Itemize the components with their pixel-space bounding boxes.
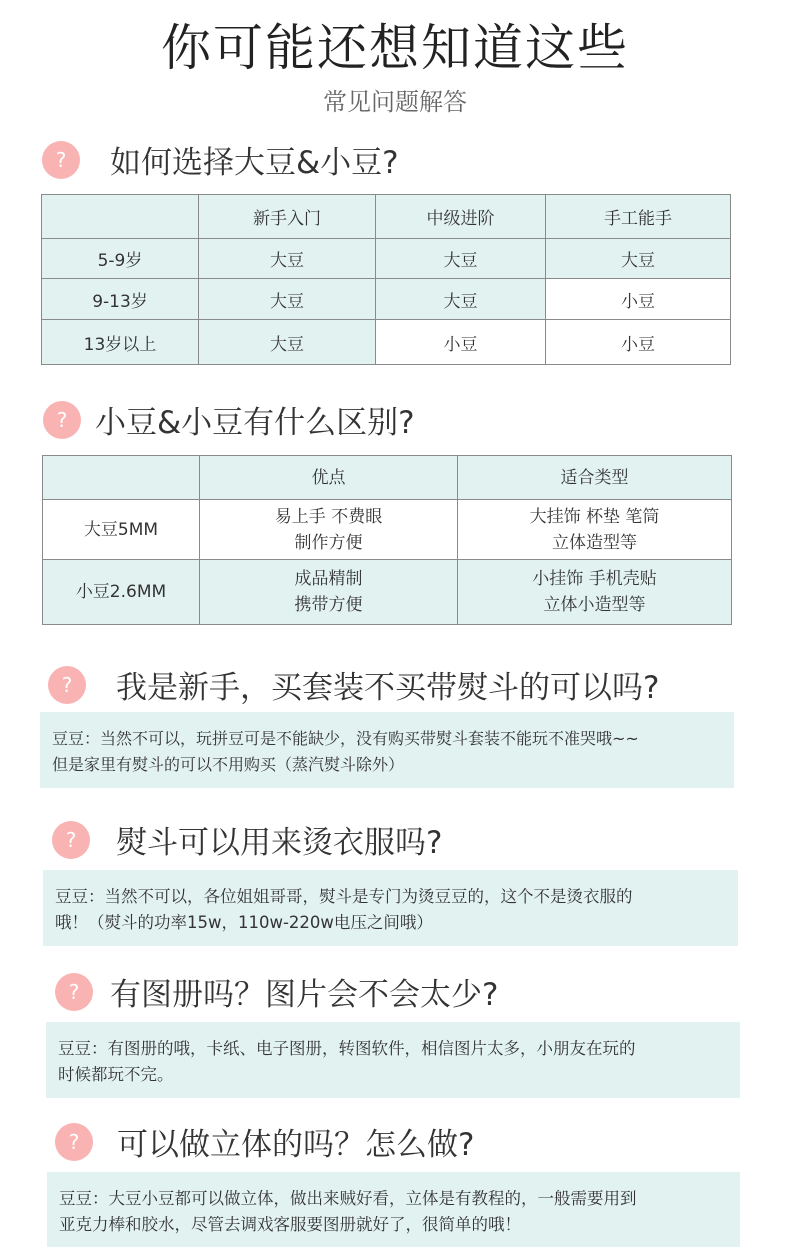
table-cell: 大豆: [376, 279, 546, 320]
question-mark-icon: ?: [55, 1123, 93, 1161]
answer-line: 哦！（熨斗的功率15w，110w-220w电压之间哦）: [55, 913, 433, 932]
table-cell: 小豆: [546, 320, 731, 365]
faq-question-5: [55, 969, 498, 1014]
table-cell: [200, 560, 458, 625]
table-header-row: [42, 195, 731, 239]
question-text: 小豆&小豆有什么区别?: [95, 405, 415, 441]
table-cell: [42, 195, 199, 239]
answer-line: 豆豆：当然不可以，玩拼豆可是不能缺少，没有购买带熨斗套装不能玩不准哭哦~~: [52, 729, 639, 748]
page-subtitle: 常见问题解答: [323, 88, 467, 116]
table-cell: 大豆: [199, 279, 376, 320]
answer-line: 豆豆：大豆小豆都可以做立体，做出来贼好看，立体是有教程的，一般需要用到: [59, 1189, 637, 1208]
question-mark-icon: ?: [48, 666, 86, 704]
table-cell: 小豆: [376, 320, 546, 365]
faq-answer-4: [43, 870, 738, 946]
table-row: [42, 239, 731, 279]
table-header-beginner: 新手入门: [199, 195, 376, 239]
question-mark-icon: ?: [42, 141, 80, 179]
question-mark-icon: ?: [52, 821, 90, 859]
table-header-row: [43, 456, 732, 500]
question-text: 如何选择大豆&小豆?: [110, 145, 399, 181]
question-text: 有图册吗？图片会不会太少?: [110, 977, 499, 1013]
cell-line: 成品精制: [294, 569, 363, 589]
answer-line: 豆豆：有图册的哦，卡纸、电子图册，转图软件，相信图片太多，小朋友在玩的: [58, 1039, 636, 1058]
table-header-advantages: 优点: [200, 456, 458, 500]
question-mark-icon: ?: [43, 401, 81, 439]
table-cell: 小豆2.6MM: [43, 560, 200, 625]
cell-line: 大挂饰 杯垫 笔筒: [529, 506, 660, 527]
faq-answer-5: [46, 1022, 740, 1098]
question-text: 我是新手，买套装不买带熨斗的可以吗?: [116, 670, 660, 706]
cell-line: 制作方便: [294, 532, 363, 553]
cell-line: 小挂饰 手机壳贴: [532, 569, 657, 589]
faq-question-6: [55, 1119, 474, 1164]
table-cell: [458, 500, 732, 560]
table-row: [42, 320, 731, 365]
table-cell: 大豆: [546, 239, 731, 279]
table-header-intermediate: 中级进阶: [376, 195, 546, 239]
answer-line: 但是家里有熨斗的可以不用购买（蒸汽熨斗除外）: [52, 755, 405, 774]
answer-line: 豆豆：当然不可以，各位姐姐哥哥，熨斗是专门为烫豆豆的，这个不是烫衣服的: [55, 887, 633, 906]
table-cell: 小豆: [546, 279, 731, 320]
table-cell: [43, 456, 200, 500]
faq-question-3: [48, 662, 659, 707]
faq-question-2: [43, 397, 415, 442]
size-selection-table: [41, 194, 731, 365]
faq-answer-3: [40, 712, 734, 788]
question-mark-icon: ?: [55, 973, 93, 1011]
table-cell: [458, 560, 732, 625]
table-row: [43, 560, 732, 625]
table-cell: 13岁以上: [42, 320, 199, 365]
answer-line: 时候都玩不完。: [58, 1065, 174, 1084]
question-text: 可以做立体的吗？怎么做?: [117, 1127, 475, 1163]
table-cell: 5-9岁: [42, 239, 199, 279]
answer-line: 亚克力棒和胶水，尽管去调戏客服要图册就好了，很简单的哦！: [59, 1215, 521, 1234]
table-row: [42, 279, 731, 320]
table-header-expert: 手工能手: [546, 195, 731, 239]
faq-question-4: [52, 817, 442, 862]
table-cell: 大豆: [199, 320, 376, 365]
cell-line: 立体造型等: [552, 532, 637, 553]
faq-answer-6: [47, 1172, 740, 1247]
question-text: 熨斗可以用来烫衣服吗?: [116, 825, 443, 861]
table-row: [43, 500, 732, 560]
cell-line: 携带方便: [294, 595, 363, 615]
table-cell: [200, 500, 458, 560]
table-cell: 大豆: [376, 239, 546, 279]
page-title: 你可能还想知道这些: [161, 19, 629, 77]
cell-line: 立体小造型等: [543, 595, 646, 615]
table-cell: 大豆5MM: [43, 500, 200, 560]
cell-line: 易上手 不费眼: [274, 506, 383, 527]
table-cell: 9-13岁: [42, 279, 199, 320]
table-header-suitable-types: 适合类型: [458, 456, 732, 500]
faq-question-1: [42, 137, 399, 182]
bead-comparison-table: [42, 455, 732, 625]
table-cell: 大豆: [199, 239, 376, 279]
